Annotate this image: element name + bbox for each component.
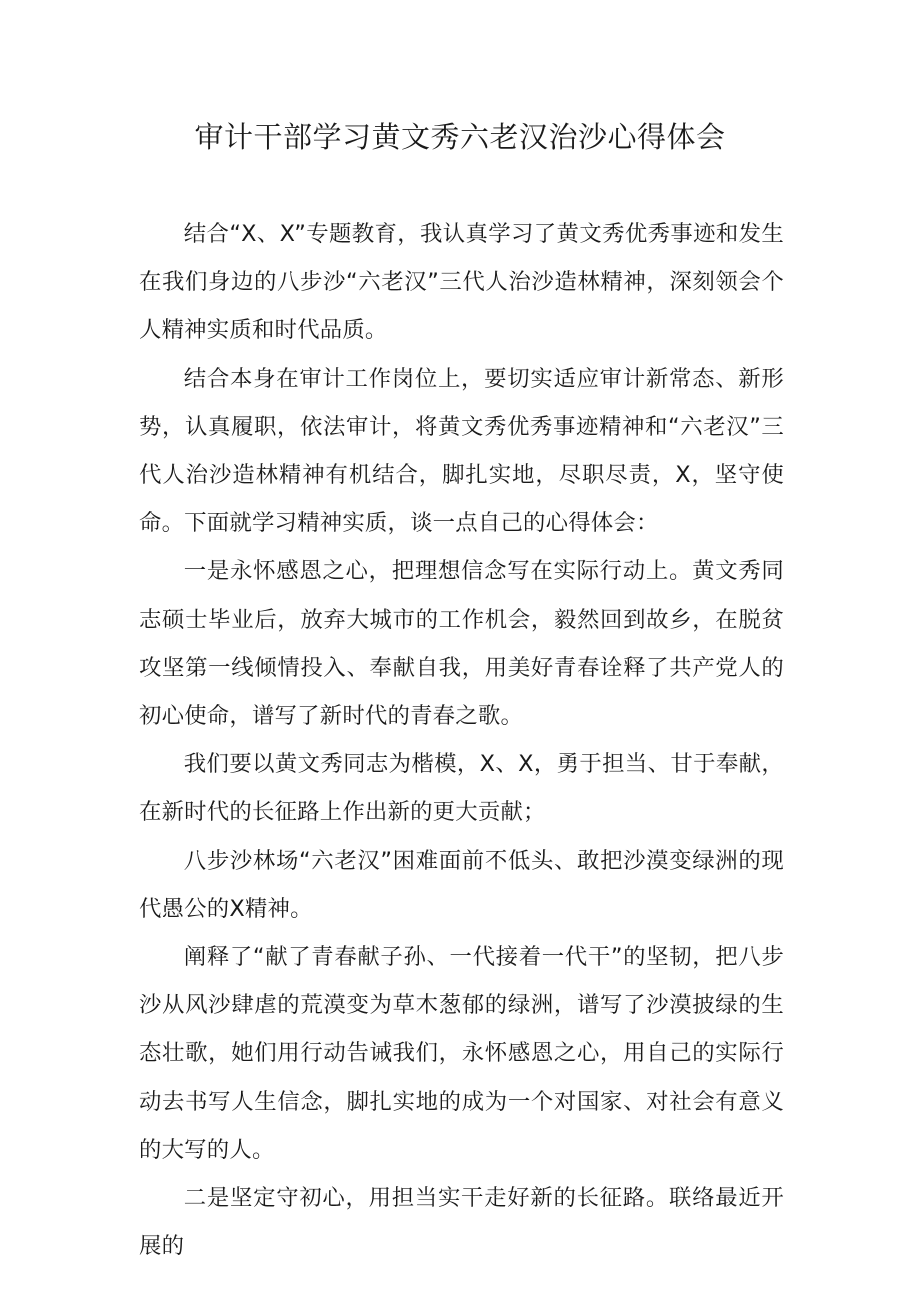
document-body [139, 210, 784, 1270]
paragraph-4: 我们要以黄文秀同志为楷模，X、X，勇于担当、甘于奉献，在新时代的长征路上作出新的更大贡献； [139, 751, 784, 826]
paragraph-7: 二是坚定守初心，用担当实干走好新的长征路。联络最近开展的 [139, 1185, 784, 1260]
document-title: 审计干部学习黄文秀六老汉治沙心得体会 [194, 120, 726, 154]
paragraph-1: 结合“X、X”专题教育，我认真学习了黄文秀优秀事迹和发生在我们身边的八步沙“六老汉”三代人治沙造林精神，深刻领会个人精神实质和时代品质。 [139, 221, 784, 344]
paragraph-2: 结合本身在审计工作岗位上，要切实适应审计新常态、新形势，认真履职，依法审计，将黄文秀优秀事迹精神和“六老汉”三代人治沙造林精神有机结合，脚扎实地，尽职尽责，X，坚守使命。下面就学习精神实质，谈一点自己的心得体会： [139, 365, 784, 537]
paragraph-6: 阐释了“献了青春献子孙、一代接着一代干”的坚韧，把八步沙从风沙肆虐的荒漠变为草木葱郁的绿洲，谱写了沙漠披绿的生态壮歌，她们用行动告诫我们，永怀感恩之心，用自己的实际行动去书写人生信念，脚扎实地的成为一个对国家、对社会有意义的大写的人。 [139, 944, 784, 1163]
paragraph-5: 八步沙林场“六老汉”困难面前不低头、敢把沙漠变绿洲的现代愚公的X精神。 [139, 847, 784, 922]
paragraph-3: 一是永怀感恩之心，把理想信念写在实际行动上。黄文秀同志硕士毕业后，放弃大城市的工作机会，毅然回到故乡，在脱贫攻坚第一线倾情投入、奉献自我，用美好青春诠释了共产党人的初心使命，谱写了新时代的青春之歌。 [139, 558, 784, 730]
